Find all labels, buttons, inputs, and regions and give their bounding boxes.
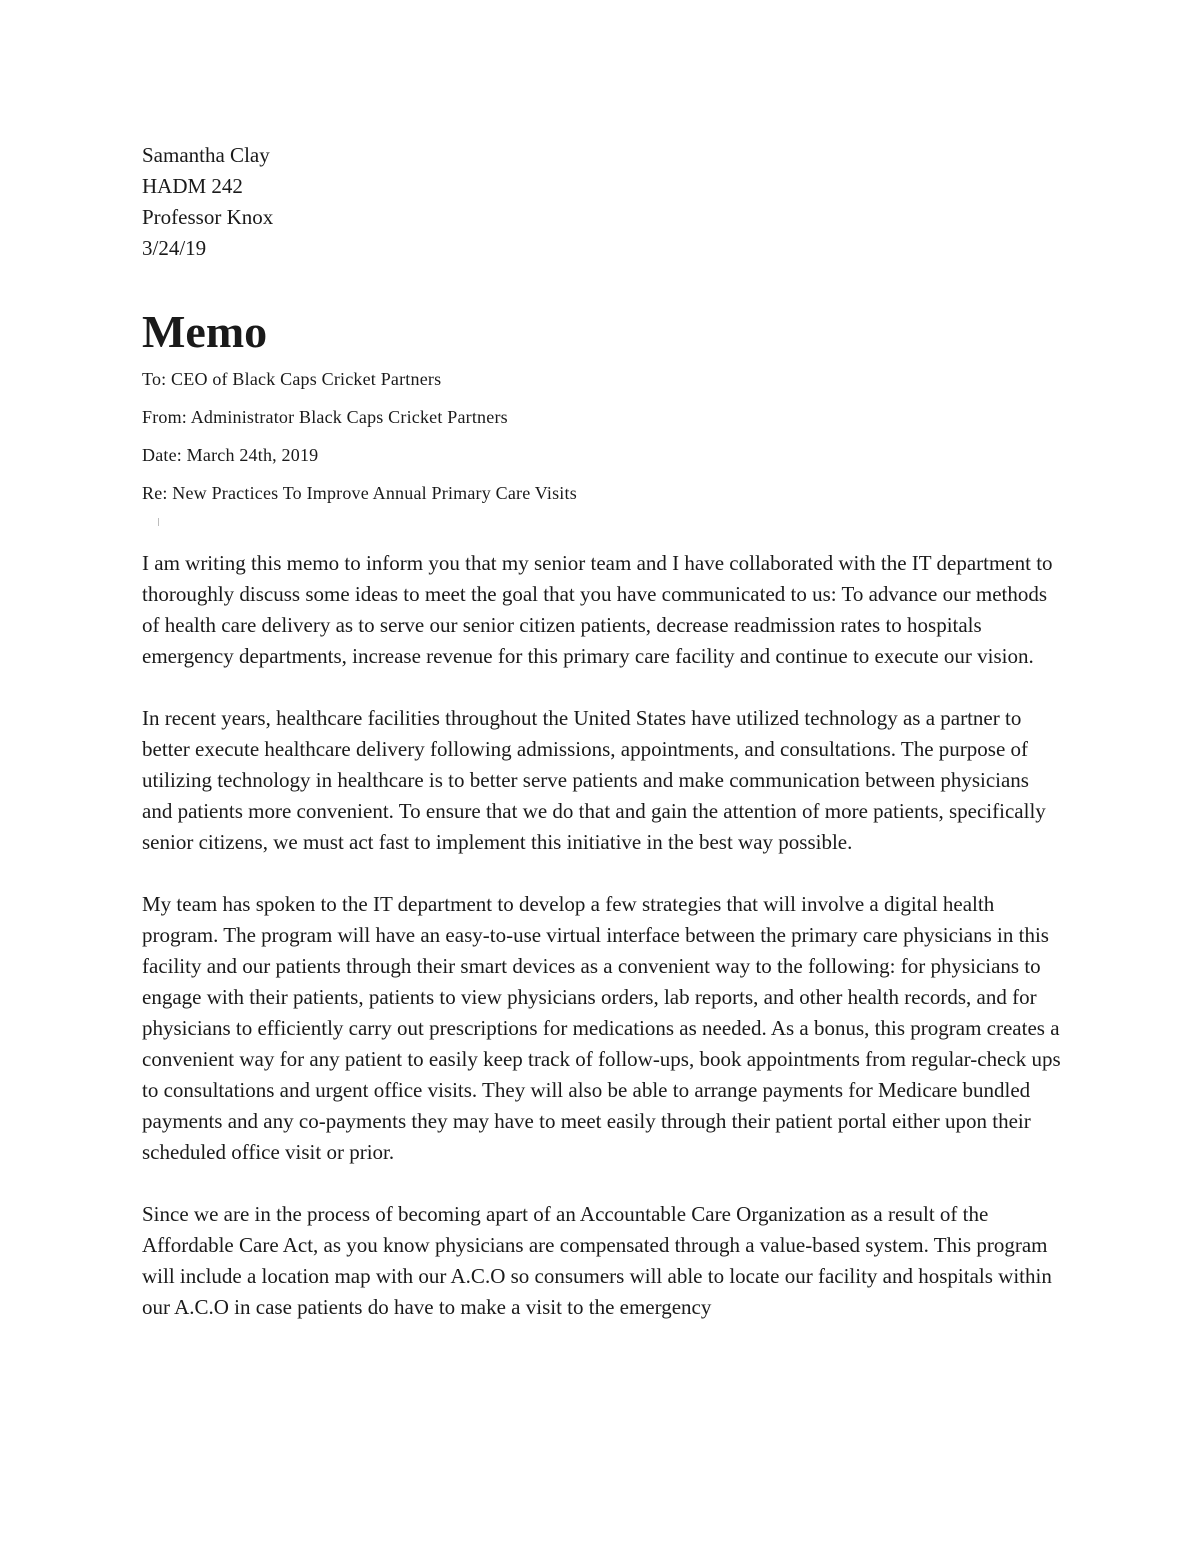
text-cursor-mark — [142, 512, 1062, 542]
memo-from: From: Administrator Black Caps Cricket Partners — [142, 407, 508, 427]
memo-to: To: CEO of Black Caps Cricket Partners — [142, 369, 442, 389]
author-header — [142, 140, 1062, 264]
memo-body — [142, 548, 1062, 1323]
document-page — [142, 140, 1062, 1354]
body-paragraph-3: My team has spoken to the IT department to develop a few strategies that will involve a digital health program. The program will have an easy-to-use virtual interface between the primary care physicians in this facility and our patients through their smart devices as a convenient way to the following: for physicians to engage with their patients, patients to view physicians orders, lab reports, and other health records, and for physicians to efficiently carry out prescriptions for medications as needed. As a bonus, this program creates a convenient way for any patient to easily keep track of follow-ups, book appointments from regular-check ups to consultations and urgent office visits. They will also be able to arrange payments for Medicare bundled payments and any co-payments they may have to meet easily through their patient portal either upon their scheduled office visit or prior. — [142, 892, 1061, 1164]
body-paragraph-4: Since we are in the process of becoming apart of an Accountable Care Organization as a result of the Affordable Care Act, as you know physicians are compensated through a value-based system. This program will include a location map with our A.C.O so consumers will able to locate our facility and hospitals within our A.C.O in case patients do have to make a visit to the emergency — [142, 1202, 1052, 1319]
professor-name: Professor Knox — [142, 205, 274, 229]
author-name: Samantha Clay — [142, 143, 270, 167]
memo-date: Date: March 24th, 2019 — [142, 445, 319, 465]
body-paragraph-1: I am writing this memo to inform you that my senior team and I have collaborated with the IT department to thoroughly discuss some ideas to meet the goal that you have communicated to us: To advance our methods of health care delivery as to serve our senior citizen patients, decrease readmission rates to hospitals emergency departments, increase revenue for this primary care facility and continue to execute our vision. — [142, 551, 1053, 668]
course-code: HADM 242 — [142, 174, 243, 198]
memo-fields — [142, 360, 1062, 512]
memo-title: Memo — [142, 306, 268, 357]
body-paragraph-2: In recent years, healthcare facilities throughout the United States have utilized technology as a partner to better execute healthcare delivery following admissions, appointments, and consultations. The purpose of utilizing technology in healthcare is to better serve patients and make communication between physicians and patients more convenient. To ensure that we do that and gain the attention of more patients, specifically senior citizens, we must act fast to implement this initiative in the best way possible. — [142, 706, 1046, 854]
memo-re: Re: New Practices To Improve Annual Primary Care Visits — [142, 483, 577, 503]
header-date: 3/24/19 — [142, 236, 207, 260]
